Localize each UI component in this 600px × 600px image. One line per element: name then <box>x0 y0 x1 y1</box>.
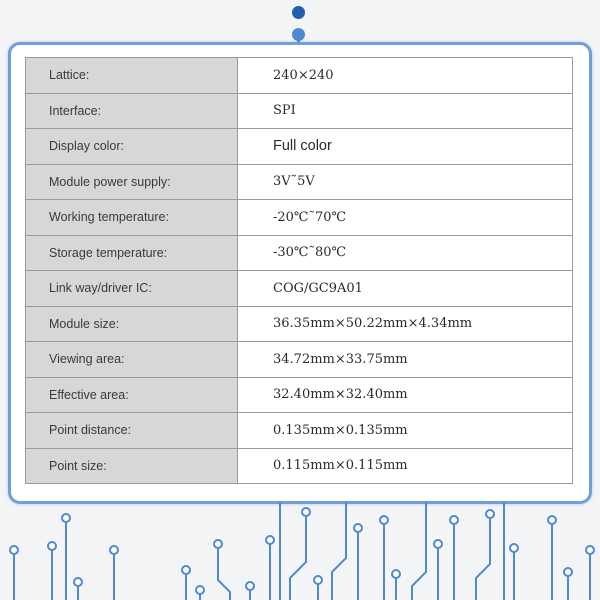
spec-row-working-temperature <box>26 200 573 236</box>
spec-label: Module power supply: <box>26 164 238 200</box>
spec-table <box>25 57 573 484</box>
spec-label: Interface: <box>26 93 238 129</box>
spec-row-storage-temperature <box>26 235 573 271</box>
spec-value: 0.115mm×0.115mm <box>238 448 573 484</box>
spec-label: Storage temperature: <box>26 235 238 271</box>
spec-row-module-size <box>26 306 573 342</box>
spec-value: 34.72mm×33.75mm <box>238 342 573 378</box>
spec-row-interface <box>26 93 573 129</box>
spec-row-power-supply <box>26 164 573 200</box>
spec-label: Working temperature: <box>26 200 238 236</box>
spec-row-display-color <box>26 129 573 165</box>
circuit-trace-decoration <box>0 500 600 600</box>
spec-label: Display color: <box>26 129 238 165</box>
spec-label: Link way/driver IC: <box>26 271 238 307</box>
spec-row-point-distance <box>26 413 573 449</box>
spec-row-point-size <box>26 448 573 484</box>
spec-row-driver-ic <box>26 271 573 307</box>
spec-label: Viewing area: <box>26 342 238 378</box>
spec-row-viewing-area <box>26 342 573 378</box>
spec-value: 3V˜5V <box>238 164 573 200</box>
spec-value: 0.135mm×0.135mm <box>238 413 573 449</box>
spec-value: -20℃˜70℃ <box>238 200 573 236</box>
spec-label: Point distance: <box>26 413 238 449</box>
spec-value: COG/GC9A01 <box>238 271 573 307</box>
spec-value: Full color <box>238 129 573 165</box>
spec-label: Effective area: <box>26 377 238 413</box>
spec-value: 32.40mm×32.40mm <box>238 377 573 413</box>
spec-label: Module size: <box>26 306 238 342</box>
spec-value: SPI <box>238 93 573 129</box>
spec-label: Lattice: <box>26 58 238 94</box>
spec-label: Point size: <box>26 448 238 484</box>
spec-row-effective-area <box>26 377 573 413</box>
spec-value: 240×240 <box>238 58 573 94</box>
spec-row-lattice <box>26 58 573 94</box>
spec-value: -30℃˜80℃ <box>238 235 573 271</box>
spec-value: 36.35mm×50.22mm×4.34mm <box>238 306 573 342</box>
top-dot <box>292 6 305 19</box>
